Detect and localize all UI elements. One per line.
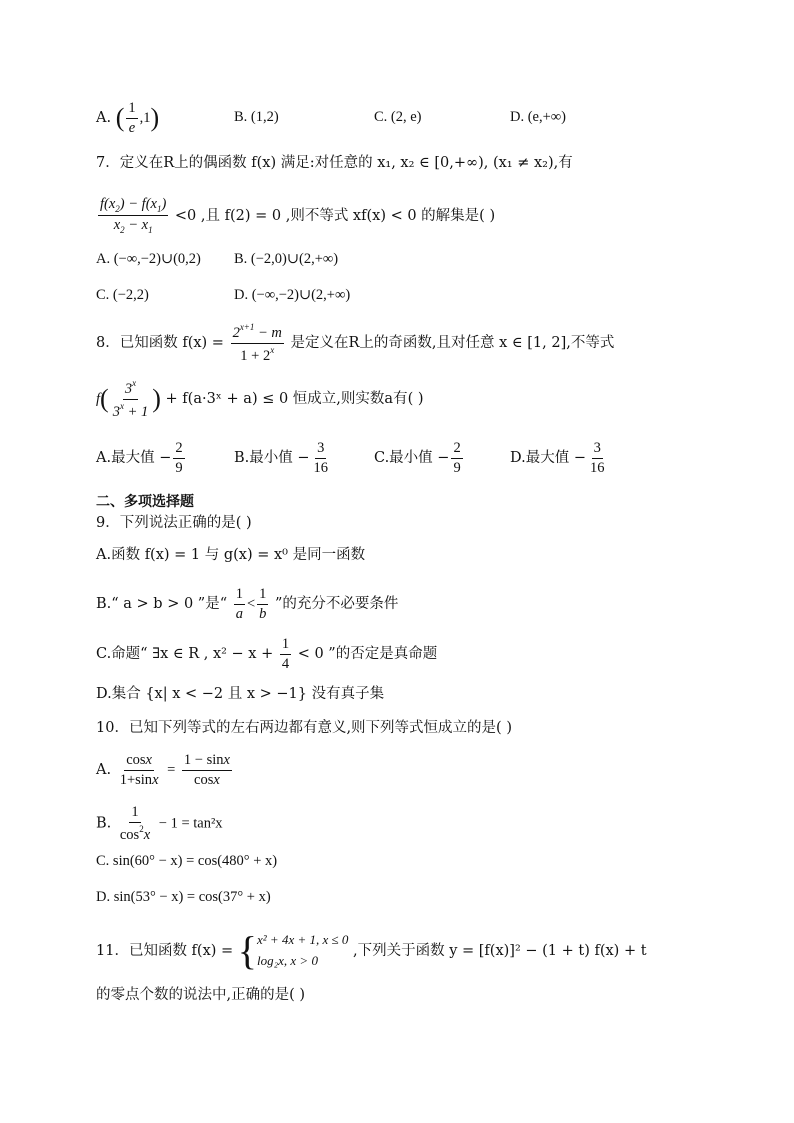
q11-piecewise bbox=[257, 930, 348, 972]
q7-option-d: D. (−∞,−2)∪(2,+∞) bbox=[234, 287, 351, 303]
q6-option-a-label: A. bbox=[96, 110, 112, 127]
q11-case2: log₂x, x > 0 bbox=[257, 952, 318, 968]
q8-option-c: C.最小值 − $\frac{2}{9}$ bbox=[374, 440, 461, 476]
q8-option-d: D.最大值 − $\frac{3}{16}$ bbox=[510, 440, 605, 476]
q8-stem-line2: f( $\frac{3^x}{3^x + 1}$ ) + f(a·3ˣ + a) ≤ 0 恒成立,则实数a有( ) bbox=[96, 378, 424, 420]
q11-stem-line2: 的零点个数的说法中,正确的是( ) bbox=[96, 987, 306, 1003]
q9-option-c-post: < 0 ”的否定是真命题 bbox=[297, 646, 438, 663]
q9-option-c: C.命题“ ∃x ∈ R , x² − x + $\frac{1}{4}$ < 0 ”的否定是真命题 bbox=[96, 636, 438, 672]
q6-option-a: A. ( $\frac{1}{e}$ ,1) bbox=[96, 100, 160, 136]
q10-option-a: A. $\frac{\cos x}{1+\sin x}$ = $\frac{1 - \sin x}{\cos x}$ bbox=[96, 752, 230, 788]
q7-option-b: B. (−2,0)∪(2,+∞) bbox=[234, 251, 339, 267]
q8-function-fraction: $\frac{2^{x+1} - m}{1 + 2^x}$ bbox=[232, 322, 282, 364]
q8-stem-line1 bbox=[96, 322, 614, 364]
q8-option-a: A.最大值 − $\frac{2}{9}$ bbox=[96, 440, 183, 476]
q10-option-b-label: B. bbox=[96, 815, 112, 832]
q6-option-c: C. (2, e) bbox=[374, 109, 422, 125]
q7-fraction: $\frac{f(x_2) - f(x_1)}{x_2 - x_1}$ bbox=[100, 196, 167, 236]
q7-option-a: A. (−∞,−2)∪(0,2) bbox=[96, 251, 201, 267]
q10-option-b-post: − 1 = tan²x bbox=[158, 815, 223, 832]
q6-option-d: D. (e,+∞) bbox=[510, 109, 566, 125]
q10-option-b: B. $\frac{1}{\cos^2x}$ − 1 = tan²x bbox=[96, 804, 223, 843]
q11-case1: x² + 4x + 1, x ≤ 0 bbox=[257, 932, 349, 947]
q9-option-d: D.集合 {x| x < −2 且 x > −1} 没有真子集 bbox=[96, 686, 385, 702]
q7-stem-line1: 7．定义在R上的偶函数 f(x) 满足:对任意的 x₁, x₂ ∈ [0,+∞), (x₁ ≠ x₂),有 bbox=[96, 155, 573, 171]
q8-option-b: B.最小值 − $\frac{3}{16}$ bbox=[234, 440, 329, 476]
q10-stem: 10．已知下列等式的左右两边都有意义,则下列等式恒成立的是( ) bbox=[96, 720, 512, 736]
q6-option-b: B. (1,2) bbox=[234, 109, 279, 125]
q9-option-c-pre: C.命题“ ∃x ∈ R , x² − x + bbox=[96, 646, 274, 663]
q10-option-c: C. sin(60° − x) = cos(480° + x) bbox=[96, 853, 278, 869]
q8-line1-pre: 8．已知函数 f(x) = bbox=[96, 335, 224, 352]
q11-pre: 11．已知函数 f(x) = bbox=[96, 942, 234, 959]
q9-option-b-pre: B.“ a > b > 0 ”是“ bbox=[96, 596, 228, 613]
q7-options-row1 bbox=[96, 251, 339, 267]
q8-line1-post: 是定义在R上的奇函数,且对任意 x ∈ [1, 2],不等式 bbox=[290, 335, 615, 352]
q7-stem-line2 bbox=[96, 196, 495, 236]
q7-options-row2 bbox=[96, 287, 351, 303]
q9-option-b-post: ”的充分不必要条件 bbox=[275, 596, 399, 613]
q7-stem-line2-text: <0 ,且 f(2) = 0 ,则不等式 xf(x) < 0 的解集是( ) bbox=[174, 207, 496, 224]
q9-stem: 9．下列说法正确的是( ) bbox=[96, 515, 252, 531]
q7-option-c: C. (−2,2) bbox=[96, 287, 149, 303]
q11-stem-line1: 11．已知函数 f(x) = { x² + 4x + 1, x ≤ 0 log₂x, x > 0 ,下列关于函数 y = [f(x)]² − (1 + t) f(x) + t bbox=[96, 927, 647, 973]
q9-option-a: A.函数 f(x) = 1 与 g(x) = x⁰ 是同一函数 bbox=[96, 547, 366, 563]
q9-option-b: B.“ a > b > 0 ”是“ $\frac{1}{a}$ < $\frac{1}{b}$ ”的充分不必要条件 bbox=[96, 586, 399, 622]
q10-option-a-label: A. bbox=[96, 762, 112, 779]
q10-option-d: D. sin(53° − x) = cos(37° + x) bbox=[96, 889, 271, 905]
section-title: 二、多项选择题 bbox=[96, 494, 194, 510]
q11-post: ,下列关于函数 y = [f(x)]² − (1 + t) f(x) + t bbox=[353, 942, 647, 959]
q8-line2-post: + f(a·3ˣ + a) ≤ 0 恒成立,则实数a有( ) bbox=[165, 391, 424, 408]
